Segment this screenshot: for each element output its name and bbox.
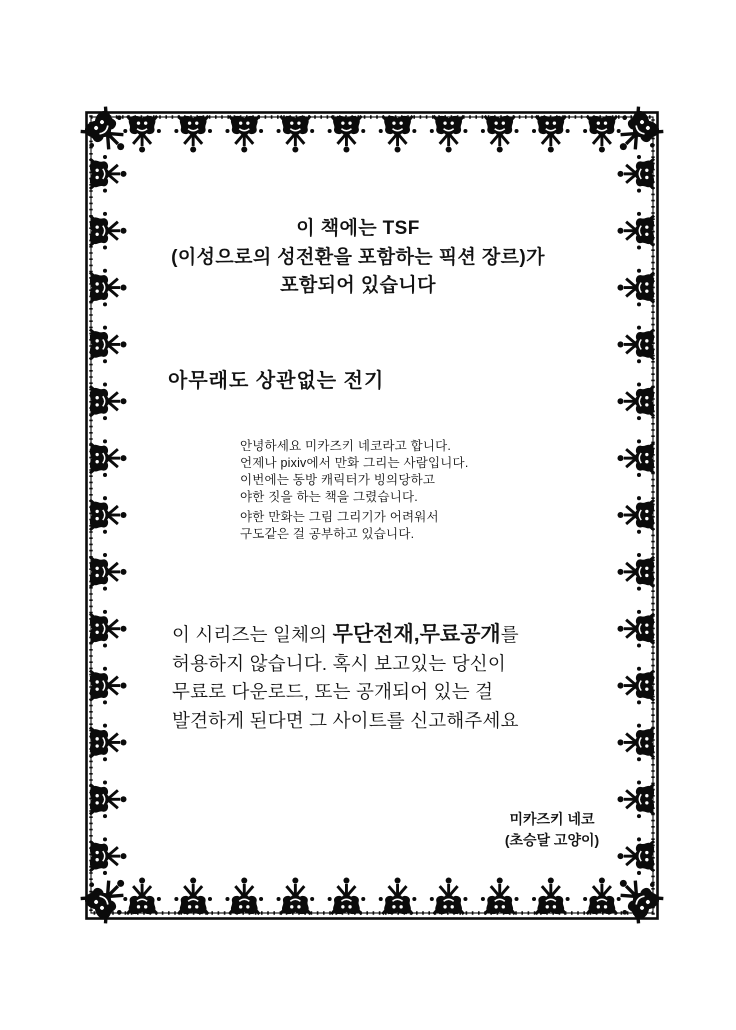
floral-ornament-icon [583, 877, 621, 914]
warning-line: 발견하게 된다면 그 사이트를 신고해주세요 [172, 709, 519, 731]
floral-ornament-icon [123, 116, 161, 153]
floral-ornament-icon [328, 116, 366, 153]
author-name: 미카즈키 네코 [509, 811, 595, 827]
floral-ornament-icon [617, 326, 654, 364]
warning-bold-text: 무단전재,무료공개 [332, 623, 501, 646]
warning-line [172, 621, 602, 650]
floral-ornament-icon [430, 116, 468, 153]
floral-ornament-icon [379, 877, 417, 914]
floral-ornament-icon [277, 877, 315, 914]
notice-line: 포함되어 있습니다 [280, 275, 436, 296]
intro-line: 이번에는 동방 캐릭터가 빙의당하고 [240, 473, 436, 487]
notice-line: (이성으로의 성전환을 포함하는 픽션 장르)가 [171, 246, 545, 268]
floral-ornament-icon [225, 116, 263, 153]
warning-text: 이 시리즈는 일체의 [172, 624, 333, 645]
floral-ornament-icon [174, 116, 212, 153]
floral-ornament-icon [532, 116, 570, 153]
floral-ornament-icon [583, 116, 621, 153]
anti-piracy-warning [172, 621, 602, 735]
floral-ornament-icon [328, 877, 366, 914]
floral-ornament-icon [617, 155, 654, 193]
floral-ornament-icon [90, 439, 127, 477]
floral-ornament-icon [617, 553, 654, 591]
floral-ornament-icon [379, 116, 417, 153]
intro-line: 언제나 pixiv에서 만화 그리는 사람입니다. [240, 456, 469, 470]
floral-ornament-icon [90, 610, 127, 648]
intro-line: 야한 짓을 하는 책을 그렸습니다. [240, 490, 418, 504]
floral-ornament-icon [617, 667, 654, 705]
author-introduction [240, 438, 469, 543]
author-alias: (초승달 고양이) [504, 832, 600, 848]
floral-ornament-icon [90, 780, 127, 818]
warning-text: 를 [500, 624, 519, 645]
floral-ornament-icon [617, 610, 654, 648]
floral-ornament-icon [617, 439, 654, 477]
content-warning-notice [73, 215, 643, 301]
intro-paragraph-1 [240, 438, 469, 506]
floral-ornament-icon [532, 877, 570, 914]
floral-ornament-icon [90, 155, 127, 193]
notice-line: 이 책에는 TSF [296, 218, 420, 239]
intro-paragraph-2 [240, 509, 469, 543]
floral-ornament-icon [617, 496, 654, 534]
floral-ornament-icon [225, 877, 263, 914]
floral-ornament-icon [90, 382, 127, 420]
floral-ornament-icon [90, 553, 127, 591]
floral-ornament-icon [481, 877, 519, 914]
warning-line: 무료로 다운로드, 또는 공개되어 있는 걸 [172, 681, 494, 702]
floral-ornament-icon [123, 877, 161, 914]
floral-ornament-icon [90, 326, 127, 364]
floral-ornament-icon [90, 496, 127, 534]
floral-ornament-icon [90, 667, 127, 705]
intro-line: 안녕하세요 미카즈키 네코라고 합니다. [240, 439, 452, 453]
floral-ornament-icon [617, 382, 654, 420]
floral-ornament-icon [174, 877, 212, 914]
floral-ornament-icon [277, 116, 315, 153]
floral-ornament-icon [90, 724, 127, 762]
intro-line: 야한 만화는 그림 그리기가 어려워서 [240, 510, 439, 524]
floral-ornament-icon [430, 877, 468, 914]
author-signature [458, 809, 646, 851]
afterword-heading: 아무래도 상관없는 전기 [168, 370, 385, 392]
floral-ornament-icon [617, 724, 654, 762]
intro-line: 구도같은 걸 공부하고 있습니다. [240, 527, 415, 541]
warning-line: 허용하지 않습니다. 혹시 보고있는 당신이 [172, 652, 506, 674]
floral-ornament-icon [481, 116, 519, 153]
floral-ornament-icon [90, 837, 127, 875]
